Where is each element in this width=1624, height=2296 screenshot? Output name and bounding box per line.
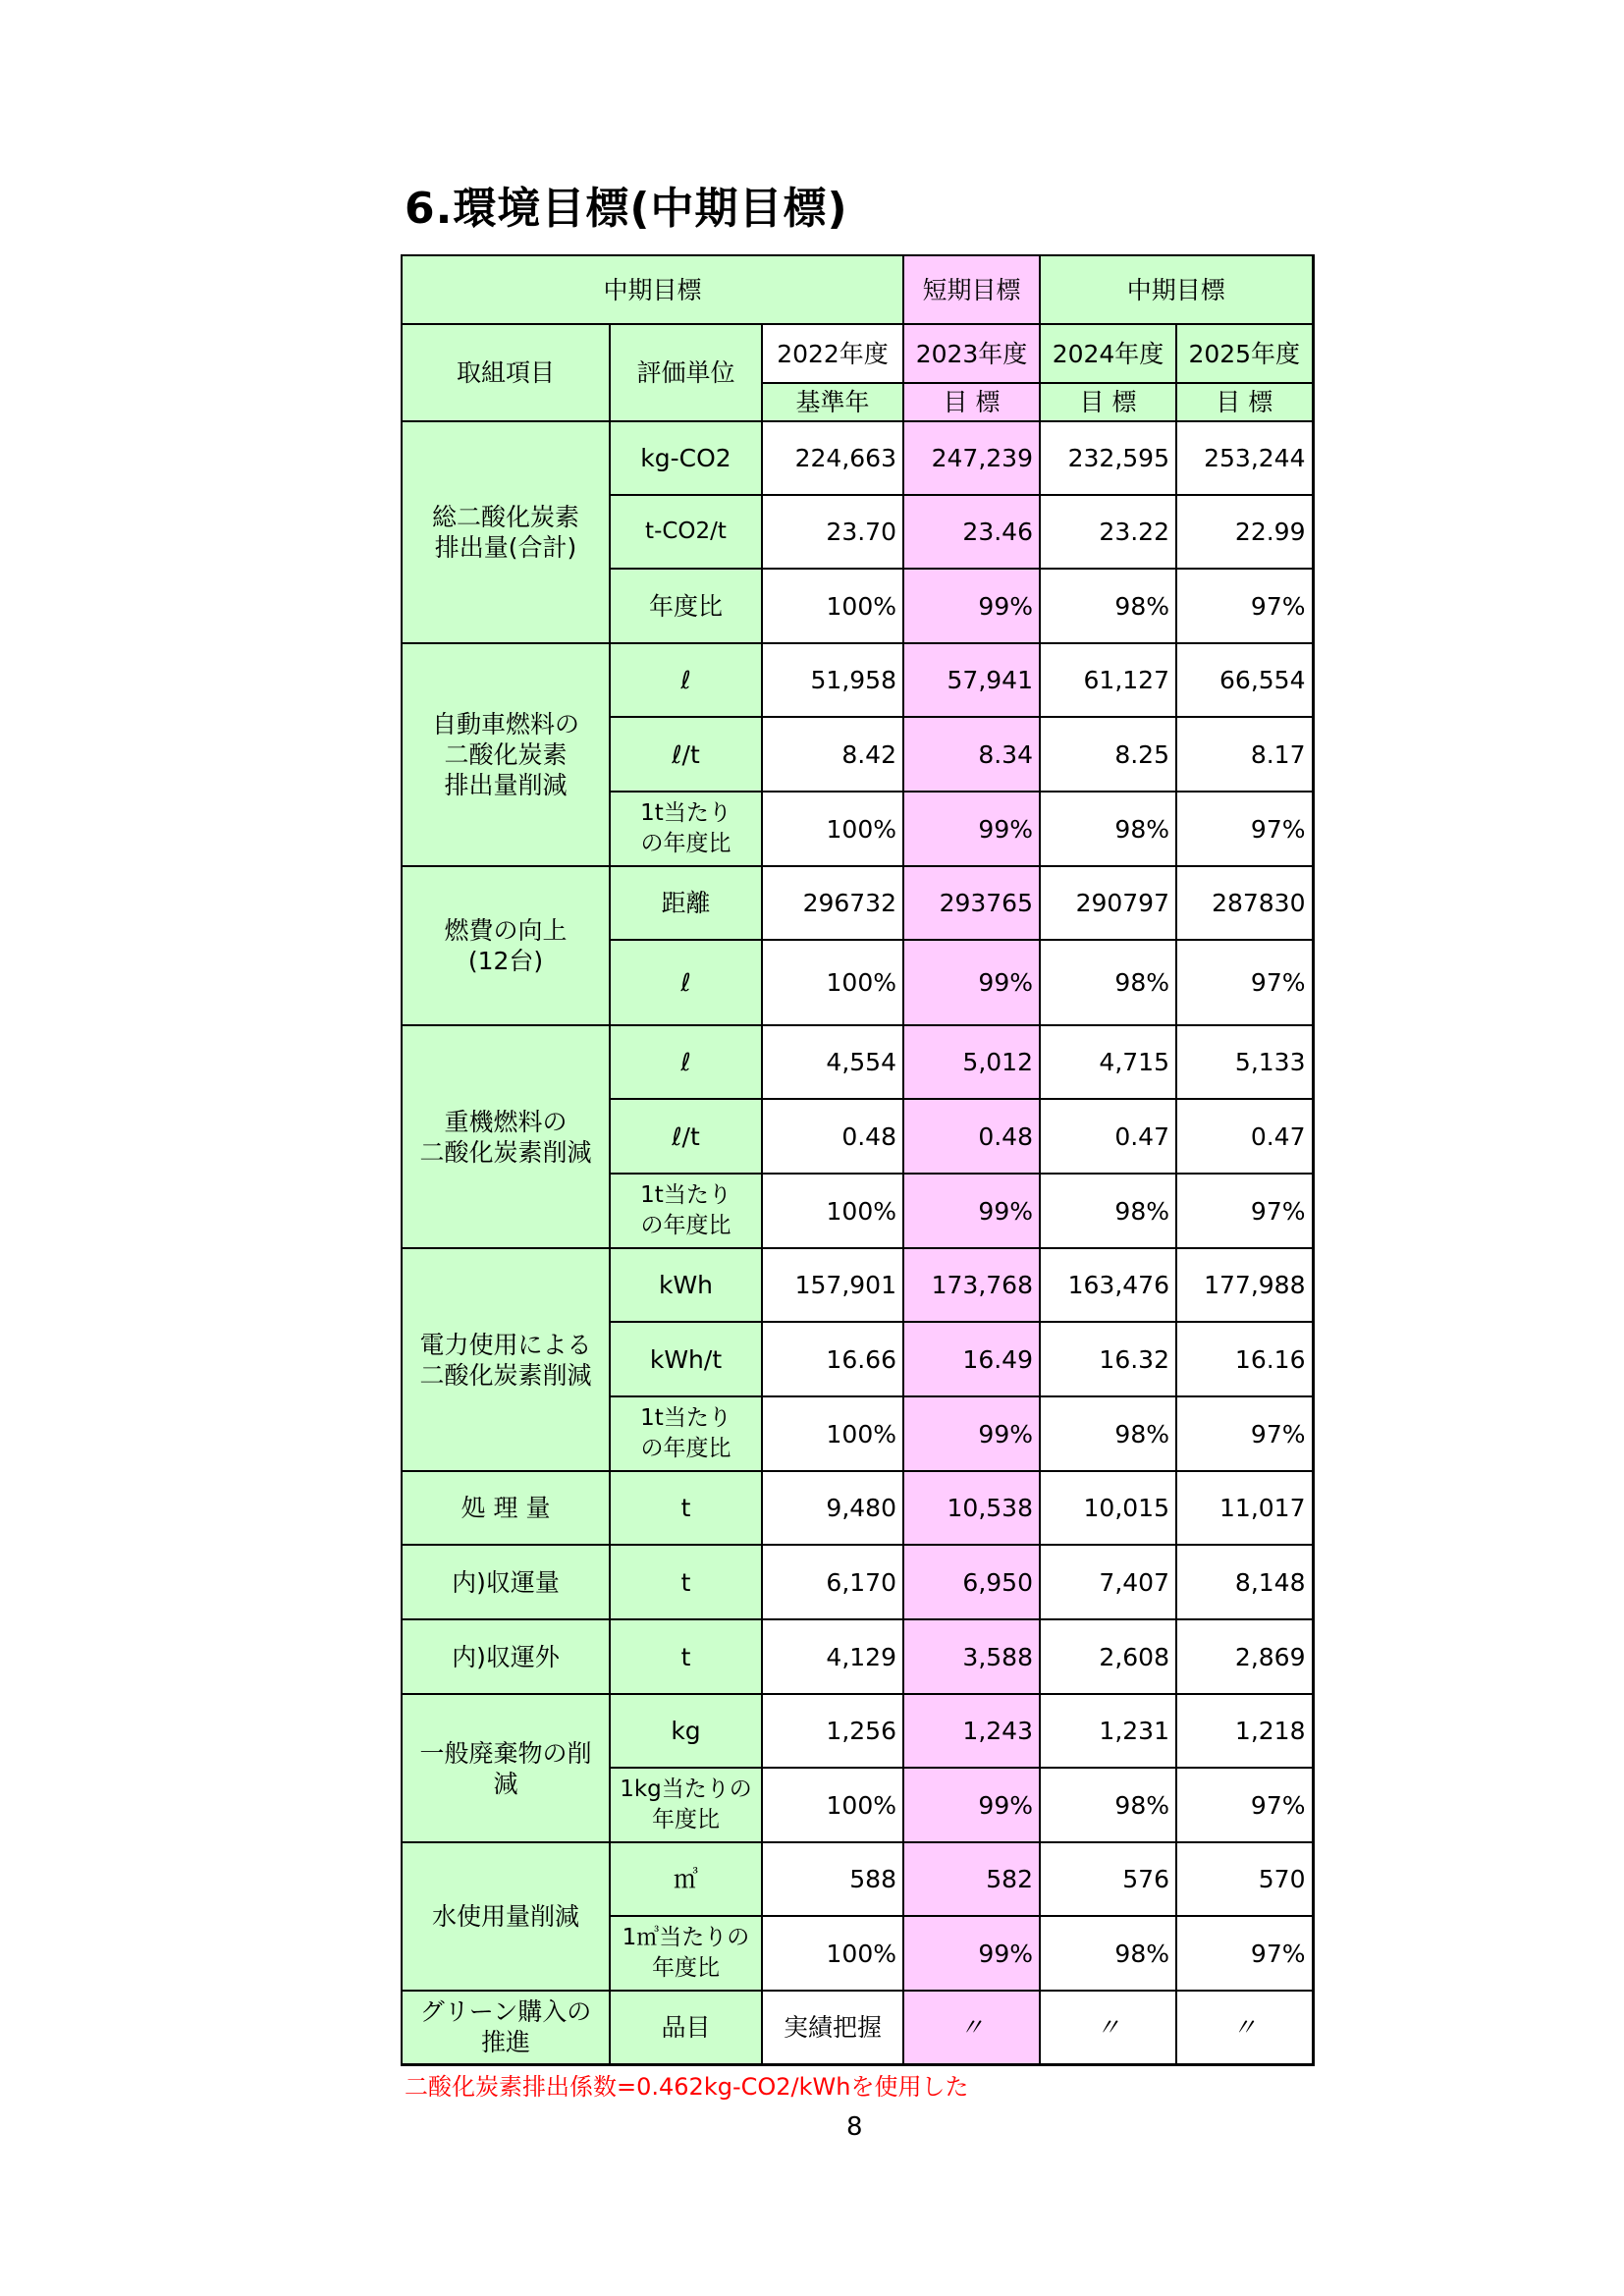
value-cell: 99% (903, 1174, 1040, 1248)
header-sub-target: 目 標 (1040, 383, 1176, 421)
unit-cell: ℓ/t (610, 717, 762, 792)
unit-cell: kWh/t (610, 1322, 762, 1396)
value-cell: 23.22 (1040, 495, 1176, 569)
value-cell: 8.25 (1040, 717, 1176, 792)
table-row (402, 866, 1313, 940)
value-cell: 293765 (903, 866, 1040, 940)
value-cell: 22.99 (1176, 495, 1313, 569)
item-label: 電力使用による 二酸化炭素削減 (402, 1248, 610, 1471)
header-year-2024: 2024年度 (1040, 324, 1176, 383)
header-sub-base-year: 基準年 (762, 383, 903, 421)
unit-cell: t (610, 1471, 762, 1545)
value-cell: 1,231 (1040, 1694, 1176, 1768)
value-cell: 253,244 (1176, 421, 1313, 495)
header-item: 取組項目 (402, 324, 610, 421)
unit-cell: kWh (610, 1248, 762, 1322)
value-cell: 576 (1040, 1842, 1176, 1916)
value-cell: 100% (762, 940, 903, 1025)
value-cell: 5,133 (1176, 1025, 1313, 1099)
value-cell: 2,608 (1040, 1619, 1176, 1694)
header-year-2023: 2023年度 (903, 324, 1040, 383)
value-cell: 4,715 (1040, 1025, 1176, 1099)
unit-cell: 年度比 (610, 569, 762, 643)
unit-cell: ℓ (610, 1025, 762, 1099)
value-cell: 16.49 (903, 1322, 1040, 1396)
value-cell: 290797 (1040, 866, 1176, 940)
value-cell: 4,554 (762, 1025, 903, 1099)
table-row (402, 1619, 1313, 1694)
value-cell: 99% (903, 1396, 1040, 1471)
value-cell: 66,554 (1176, 643, 1313, 717)
table-row (402, 1471, 1313, 1545)
value-cell: 98% (1040, 940, 1176, 1025)
value-cell: 1,218 (1176, 1694, 1313, 1768)
value-cell: 実績把握 (762, 1991, 903, 2064)
value-cell: 100% (762, 1916, 903, 1991)
value-cell: 98% (1040, 792, 1176, 866)
table-row (402, 1025, 1313, 1099)
value-cell: 51,958 (762, 643, 903, 717)
value-cell: 98% (1040, 1174, 1176, 1248)
value-cell: 97% (1176, 1174, 1313, 1248)
table-row (402, 1545, 1313, 1619)
value-cell: 97% (1176, 1396, 1313, 1471)
page-number: 8 (846, 2112, 863, 2142)
value-cell: 99% (903, 1916, 1040, 1991)
value-cell: 0.47 (1176, 1099, 1313, 1174)
value-cell: 98% (1040, 1396, 1176, 1471)
unit-cell: 品目 (610, 1991, 762, 2064)
value-cell: 〃 (903, 1991, 1040, 2064)
unit-cell: 1t当たり の年度比 (610, 792, 762, 866)
value-cell: 0.48 (762, 1099, 903, 1174)
value-cell: 100% (762, 1768, 903, 1842)
value-cell: 11,017 (1176, 1471, 1313, 1545)
value-cell: 97% (1176, 569, 1313, 643)
value-cell: 0.47 (1040, 1099, 1176, 1174)
unit-cell: kg-CO2 (610, 421, 762, 495)
value-cell: 99% (903, 792, 1040, 866)
unit-cell: 1kg当たりの 年度比 (610, 1768, 762, 1842)
value-cell: 16.32 (1040, 1322, 1176, 1396)
unit-cell: 1t当たり の年度比 (610, 1396, 762, 1471)
header-mid-target-right: 中期目標 (1040, 255, 1313, 324)
unit-cell: t (610, 1545, 762, 1619)
item-label: 総二酸化炭素 排出量(合計) (402, 421, 610, 643)
item-label: 内)収運量 (402, 1545, 610, 1619)
header-sub-target: 目 標 (1176, 383, 1313, 421)
value-cell: 100% (762, 792, 903, 866)
value-cell: 6,170 (762, 1545, 903, 1619)
value-cell: 〃 (1176, 1991, 1313, 2064)
value-cell: 23.70 (762, 495, 903, 569)
value-cell: 570 (1176, 1842, 1313, 1916)
value-cell: 2,869 (1176, 1619, 1313, 1694)
item-label: 水使用量削減 (402, 1842, 610, 1991)
value-cell: 100% (762, 569, 903, 643)
value-cell: 163,476 (1040, 1248, 1176, 1322)
value-cell: 98% (1040, 1768, 1176, 1842)
table-row (402, 1991, 1313, 2064)
header-row-years (402, 324, 1313, 383)
item-label: 一般廃棄物の削 減 (402, 1694, 610, 1842)
value-cell: 100% (762, 1396, 903, 1471)
value-cell: 97% (1176, 940, 1313, 1025)
value-cell: 4,129 (762, 1619, 903, 1694)
value-cell: 6,950 (903, 1545, 1040, 1619)
table-row (402, 1248, 1313, 1322)
table-row (402, 643, 1313, 717)
page-title: 6.環境目標(中期目標) (405, 184, 848, 234)
value-cell: 296732 (762, 866, 903, 940)
value-cell: 100% (762, 1174, 903, 1248)
item-label: 処 理 量 (402, 1471, 610, 1545)
value-cell: 98% (1040, 569, 1176, 643)
item-label: 重機燃料の 二酸化炭素削減 (402, 1025, 610, 1248)
unit-cell: ℓ/t (610, 1099, 762, 1174)
header-sub-target: 目 標 (903, 383, 1040, 421)
value-cell: 8.42 (762, 717, 903, 792)
emission-factor-note: 二酸化炭素排出係数=0.462kg-CO2/kWhを使用した (405, 2073, 969, 2101)
unit-cell: ㎥ (610, 1842, 762, 1916)
value-cell: 10,538 (903, 1471, 1040, 1545)
value-cell: 1,243 (903, 1694, 1040, 1768)
unit-cell: kg (610, 1694, 762, 1768)
item-label: 自動車燃料の 二酸化炭素 排出量削減 (402, 643, 610, 866)
header-row-groups (402, 255, 1313, 324)
value-cell: 8.17 (1176, 717, 1313, 792)
value-cell: 99% (903, 569, 1040, 643)
value-cell: 5,012 (903, 1025, 1040, 1099)
header-year-2025: 2025年度 (1176, 324, 1313, 383)
value-cell: 61,127 (1040, 643, 1176, 717)
unit-cell: 1t当たり の年度比 (610, 1174, 762, 1248)
value-cell: 3,588 (903, 1619, 1040, 1694)
value-cell: 177,988 (1176, 1248, 1313, 1322)
value-cell: 16.16 (1176, 1322, 1313, 1396)
value-cell: 97% (1176, 1916, 1313, 1991)
value-cell: 224,663 (762, 421, 903, 495)
value-cell: 287830 (1176, 866, 1313, 940)
header-short-target: 短期目標 (903, 255, 1040, 324)
value-cell: 588 (762, 1842, 903, 1916)
unit-cell: 1㎥当たりの 年度比 (610, 1916, 762, 1991)
value-cell: 57,941 (903, 643, 1040, 717)
value-cell: 8,148 (1176, 1545, 1313, 1619)
value-cell: 99% (903, 1768, 1040, 1842)
value-cell: 582 (903, 1842, 1040, 1916)
header-year-2022: 2022年度 (762, 324, 903, 383)
value-cell: 16.66 (762, 1322, 903, 1396)
unit-cell: t (610, 1619, 762, 1694)
table-row (402, 1694, 1313, 1768)
value-cell: 9,480 (762, 1471, 903, 1545)
value-cell: 10,015 (1040, 1471, 1176, 1545)
unit-cell: 距離 (610, 866, 762, 940)
table-row (402, 1842, 1313, 1916)
value-cell: 98% (1040, 1916, 1176, 1991)
header-unit: 評価単位 (610, 324, 762, 421)
unit-cell: t-CO2/t (610, 495, 762, 569)
value-cell: 97% (1176, 792, 1313, 866)
table-row (402, 421, 1313, 495)
item-label: 内)収運外 (402, 1619, 610, 1694)
value-cell: 97% (1176, 1768, 1313, 1842)
environment-target-table (401, 254, 1315, 2066)
value-cell: 247,239 (903, 421, 1040, 495)
item-label: グリーン購入の 推進 (402, 1991, 610, 2064)
value-cell: 157,901 (762, 1248, 903, 1322)
value-cell: 99% (903, 940, 1040, 1025)
value-cell: 0.48 (903, 1099, 1040, 1174)
unit-cell: ℓ (610, 940, 762, 1025)
value-cell: 1,256 (762, 1694, 903, 1768)
header-mid-target-left: 中期目標 (402, 255, 903, 324)
value-cell: 8.34 (903, 717, 1040, 792)
unit-cell: ℓ (610, 643, 762, 717)
value-cell: 23.46 (903, 495, 1040, 569)
item-label: 燃費の向上 (12台) (402, 866, 610, 1025)
value-cell: 173,768 (903, 1248, 1040, 1322)
value-cell: 7,407 (1040, 1545, 1176, 1619)
value-cell: 232,595 (1040, 421, 1176, 495)
value-cell: 〃 (1040, 1991, 1176, 2064)
